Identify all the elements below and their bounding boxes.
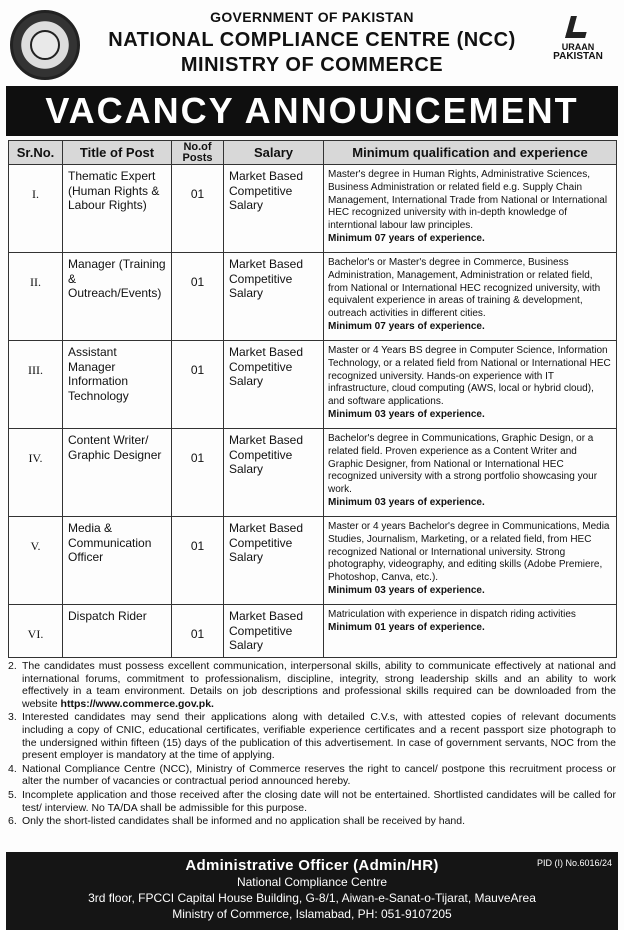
contact-phone: Ministry of Commerce, Islamabad, PH: 051-9107205: [172, 907, 452, 921]
qualification-cell: Master's degree in Human Rights, Administrative Sciences, Business Administration or related field e.g. Supply Chain Management, International Trade from National or International HEC recognized university with in-depth knowledge of interntional labour law principles. Minimum 07 years of experience.: [324, 165, 617, 253]
qualification-cell: Bachelor's degree in Communications, Graphic Design, or a related field. Proven experience as a Content Writer and Graphic Designer, from National or International HEC recognized university with a strong portfolio showcasing your work. Minimum 03 years of experience.: [324, 429, 617, 517]
salary-cell: Market Based Competitive Salary: [224, 517, 324, 605]
qualification-cell: Master or 4 Years BS degree in Computer Science, Information Technology, or a related field from National or International HEC recognized university. Hands-on experience with IT infrastructure, cloud computing (AWS, local or hybrid cloud), and software applications. Minimum 03 years of experience.: [324, 341, 617, 429]
sr-no-cell: III.: [9, 341, 63, 429]
organization-title: NATIONAL COMPLIANCE CENTRE (NCC): [108, 29, 516, 51]
qualification-cell: Bachelor's or Master's degree in Commerce, Business Administration, Management, Administration or related field, from National or International HEC recognized university, with equivalent experience in areas of training & development, outreach activities in different cities. Minimum 07 years of experience.: [324, 253, 617, 341]
post-title-cell: Thematic Expert (Human Rights & Labour Rights): [63, 165, 172, 253]
contact-organization: National Compliance Centre: [236, 875, 388, 889]
ministry-title: MINISTRY OF COMMERCE: [180, 54, 444, 76]
table-row: [9, 605, 617, 658]
note-item: 6. Only the short-listed candidates shall be informed and no application shall be received by hand.: [8, 815, 466, 828]
pid-number: PID (I) No.6016/24: [536, 858, 612, 868]
qualification-cell: Matriculation with experience in dispatch riding activities Minimum 01 years of experience.: [324, 605, 617, 658]
experience-requirement: Minimum 03 years of experience.: [328, 408, 485, 420]
table-row: [9, 165, 617, 253]
experience-requirement: Minimum 03 years of experience.: [328, 584, 485, 596]
uraan-mark-icon: [565, 16, 591, 38]
qualification-cell: Master or 4 years Bachelor's degree in Communications, Media Studies, Journalism, Marketing, or a related field, from HEC recognized National or International university. Strong photography, videography, and editing skills (Adobe Premiere, Photoshop, Canva, etc.). Minimum 03 years of experience.: [324, 517, 617, 605]
note-item: 4. National Compliance Centre (NCC), Ministry of Commerce reserves the right to cancel/ postpone this recruitment process or alter the number of vacancies or contractual period announced hereby.: [8, 762, 616, 788]
table-row: [9, 517, 617, 605]
post-title-cell: Manager (Training & Outreach/Events): [63, 253, 172, 341]
post-title-cell: Dispatch Rider: [63, 605, 172, 658]
header-sr-no: Sr.No.: [9, 141, 63, 165]
posts-count-cell: 01: [172, 429, 224, 517]
uraan-pakistan-logo: [546, 16, 610, 80]
salary-cell: Market Based Competitive Salary: [224, 341, 324, 429]
table-header-row: [9, 141, 617, 165]
table-row: [9, 429, 617, 517]
salary-cell: Market Based Competitive Salary: [224, 605, 324, 658]
sr-no-cell: VI.: [9, 605, 63, 658]
header-salary: Salary: [224, 141, 324, 165]
posts-count-cell: 01: [172, 253, 224, 341]
contact-designation: Administrative Officer (Admin/HR): [185, 857, 439, 874]
post-title-cell: Assistant Manager Information Technology: [63, 341, 172, 429]
website-link[interactable]: https://www.commerce.gov.pk.: [60, 697, 214, 710]
table-row: [9, 253, 617, 341]
header: [0, 0, 624, 88]
header-title-of-post: Title of Post: [63, 141, 172, 165]
salary-cell: Market Based Competitive Salary: [224, 253, 324, 341]
experience-requirement: Minimum 03 years of experience.: [328, 496, 485, 508]
post-title-cell: Media & Communication Officer: [63, 517, 172, 605]
note-item: 2. The candidates must possess excellent communication, interpersonal skills, ability to communicate effectively at national and international forums, commitment to professionalism, discipline, integrity, strong leadership skills and an ability to work effectively in a team environment. Details on job descriptions and professional skills required can be downloaded from the website https://www.commerce.gov.pk.: [8, 660, 616, 710]
note-item: 3. Interested candidates may send their applications along with detailed C.V.s, with attested copies of relevant documents including a copy of CNIC, educational certificates, verifiable experience certificates and a recent passport size photograph to the undersigned within fifteen (15) days of the publication of this advertisement. In case of government servants, NOC from the present employer is mandatory at the time of applying.: [8, 711, 616, 762]
note-item: 5. Incomplete application and those received after the closing date will not be entertained. Shortlisted candidates will be called for test/ interview. No TA/DA shall be admissible for this purpose.: [8, 788, 616, 814]
header-no-of-posts: No.of Posts: [172, 141, 224, 165]
posts-count-cell: 01: [172, 341, 224, 429]
posts-count-cell: 01: [172, 165, 224, 253]
government-title: GOVERNMENT OF PAKISTAN: [210, 9, 414, 25]
sr-no-cell: II.: [9, 253, 63, 341]
salary-cell: Market Based Competitive Salary: [224, 429, 324, 517]
experience-requirement: Minimum 07 years of experience.: [328, 320, 485, 332]
posts-count-cell: 01: [172, 517, 224, 605]
terms-notes: [8, 660, 616, 829]
vacancy-banner: VACANCY ANNOUNCEMENT: [6, 86, 618, 136]
experience-requirement: Minimum 01 years of experience.: [328, 621, 485, 633]
sr-no-cell: I.: [9, 165, 63, 253]
experience-requirement: Minimum 07 years of experience.: [328, 232, 485, 244]
salary-cell: Market Based Competitive Salary: [224, 165, 324, 253]
footer-contact: [6, 852, 618, 930]
table-row: [9, 341, 617, 429]
post-title-cell: Content Writer/ Graphic Designer: [63, 429, 172, 517]
vacancy-table: [8, 140, 617, 658]
header-qualification: Minimum qualification and experience: [324, 141, 617, 165]
posts-count-cell: 01: [172, 605, 224, 658]
uraan-logo-text-top: URAAN: [561, 42, 595, 52]
contact-address: 3rd floor, FPCCI Capital House Building, G-8/1, Aiwan-e-Sanat-o-Tijarat, MauveArea: [88, 891, 536, 905]
uraan-logo-text-bottom: PAKISTAN: [553, 51, 603, 62]
sr-no-cell: IV.: [9, 429, 63, 517]
sr-no-cell: V.: [9, 517, 63, 605]
